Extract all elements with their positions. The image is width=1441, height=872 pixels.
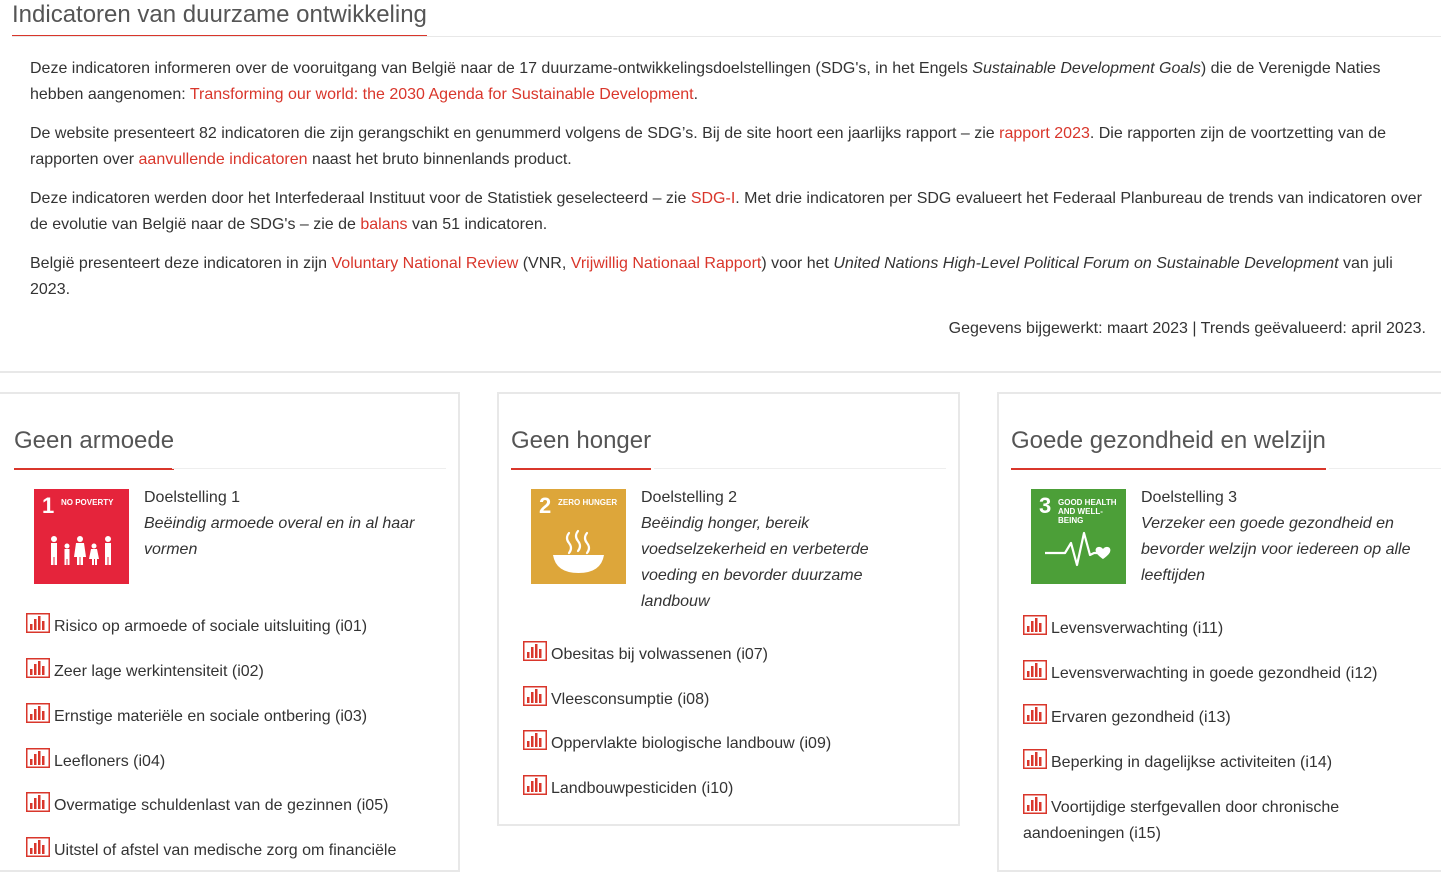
title-divider [12,36,1441,37]
goal-text [641,485,891,615]
bar-chart-icon [26,748,50,768]
bar-chart-icon [26,792,50,812]
sdg-tile[interactable] [1031,489,1126,584]
indicator-link[interactable] [1023,794,1423,847]
text: Deze indicatoren informeren over de vooruitgang van België naar de 17 duurzame-ontwikkelingsdoelstellingen (SDG's, in het Engels [30,60,973,77]
indicator-label: Ernstige materiële en sociale ontbering (i03) [54,708,368,725]
text: van juli 2023. [30,255,1393,298]
indicator-label: Beperking in dagelijkse activiteiten (i14) [1051,754,1333,771]
intro-paragraph-3 [30,186,1430,238]
card-title-rule [172,468,446,469]
bar-chart-icon [1023,615,1047,635]
text: ) die de Verenigde Naties hebben aangenomen: [30,60,1381,103]
card-title[interactable]: Geen honger [511,426,651,470]
bar-chart-icon [26,658,50,678]
indicator-label: Vleesconsumptie (i08) [551,691,710,708]
intro-paragraph-1 [30,56,1430,108]
text: van 51 indicatoren. [407,216,548,233]
indicator-link[interactable] [26,658,426,685]
indicator-label: Levensverwachting in goede gezondheid (i12) [1051,665,1378,682]
sdg-tile[interactable] [34,489,129,584]
sdg-card-1 [0,392,460,872]
vnr-link[interactable]: Voluntary National Review [331,255,519,272]
heartbeat-icon [1031,489,1126,584]
indicator-link[interactable] [1023,615,1423,642]
text: naast het bruto binnenlands product. [307,151,572,168]
sdg-tile[interactable] [531,489,626,584]
indicator-label: Oppervlakte biologische landbouw (i09) [551,735,832,752]
text: Deze indicatoren werden door het Interfederaal Instituut voor de Statistiek geselecteerd – zie [30,190,691,207]
sdg-i-link[interactable]: SDG-I [690,190,736,207]
indicator-label: Leefloners (i04) [54,753,166,770]
indicator-label: Risico op armoede of sociale uitsluiting (i01) [54,618,368,635]
indicator-link[interactable] [1023,704,1423,731]
italic-text: Sustainable Development Goals [972,60,1201,77]
indicator-link[interactable] [26,703,426,730]
bar-chart-icon [1023,794,1047,814]
goal-number: Doelstelling 3 [1141,489,1238,506]
goal-description: Beëindig honger, bereik voedselzekerheid en verbeterde voeding en bevorder duurzame landbouw [641,515,869,610]
tile-number: 3 [1039,493,1052,518]
section-divider [0,371,1441,373]
goal-number: Doelstelling 1 [144,489,241,506]
bar-chart-icon [1023,660,1047,680]
bar-chart-icon [523,686,547,706]
text: . [693,86,699,103]
indicator-link[interactable] [523,730,923,757]
goal-text [1141,485,1431,589]
indicator-label: Ervaren gezondheid (i13) [1051,709,1231,726]
card-title-rule [1329,468,1441,469]
indicator-label: Obesitas bij volwassenen (i07) [551,646,768,663]
bar-chart-icon [1023,749,1047,769]
additional-indicators-link[interactable]: aanvullende indicatoren [138,151,308,168]
bowl-icon [531,489,626,584]
card-title[interactable]: Goede gezondheid en welzijn [1011,426,1326,470]
bar-chart-icon [523,730,547,750]
page-title: Indicatoren van duurzame ontwikkeling [12,0,427,37]
goal-description: Beëindig armoede overal en in al haar vormen [144,515,415,558]
card-title-rule [654,468,946,469]
intro-text [30,56,1430,355]
italic-text: United Nations High-Level Political Forum on Sustainable Development [833,255,1339,272]
indicator-link[interactable] [523,686,923,713]
text: . Met drie indicatoren per SDG evalueert het Federaal Planbureau de trends van indicatoren over de evolutie van België naar de SDG's – zie de [30,190,1422,233]
text: De website presenteert 82 indicatoren die zijn gerangschikt en genummerd volgens de SDG’s. Bij de site hoort een jaarlijks rapport – zie [30,125,1000,142]
bar-chart-icon [1023,704,1047,724]
tile-label: NO POVERTY [61,498,114,507]
vrijwillig-rapport-link[interactable]: Vrijwillig Nationaal Rapport [570,255,762,272]
indicator-link[interactable] [523,775,923,802]
text: (VNR, [518,255,571,272]
intro-paragraph-4 [30,251,1430,303]
indicator-link[interactable] [26,613,426,640]
text: ) voor het [761,255,834,272]
tile-label: ZERO HUNGER [558,498,618,507]
family-icon [34,489,129,584]
bar-chart-icon [523,641,547,661]
bar-chart-icon [26,613,50,633]
text: België presenteert deze indicatoren in zijn [30,255,332,272]
goal-description: Verzeker een goede gezondheid en bevorder welzijn voor iedereen op alle leeftijden [1141,515,1411,584]
indicator-link[interactable] [26,748,426,775]
indicator-label: Zeer lage werkintensiteit (i02) [54,663,264,680]
balans-link[interactable]: balans [360,216,408,233]
indicator-link[interactable] [1023,749,1423,776]
report-2023-link[interactable]: rapport 2023 [999,125,1090,142]
intro-paragraph-2 [30,121,1430,173]
update-info: Gegevens bijgewerkt: maart 2023 | Trends geëvalueerd: april 2023. [948,320,1426,337]
goal-number: Doelstelling 2 [641,489,738,506]
indicator-label: Overmatige schuldenlast van de gezinnen (i05) [54,797,389,814]
text: . Die rapporten zijn de voortzetting van de rapporten over [30,125,1387,168]
agenda-2030-link[interactable]: Transforming our world: the 2030 Agenda for Sustainable Development [189,86,694,103]
sdg-card-3 [997,392,1441,872]
indicator-link[interactable] [26,837,426,864]
bar-chart-icon [26,703,50,723]
bar-chart-icon [523,775,547,795]
indicator-link[interactable] [523,641,923,668]
sdg-card-2 [497,392,960,826]
tile-number: 1 [42,493,55,518]
indicator-link[interactable] [26,792,426,819]
tile-label: GOOD HEALTH AND WELL-BEING [1058,498,1117,525]
indicator-label: Levensverwachting (i11) [1051,620,1224,637]
indicator-label: Landbouwpesticiden (i10) [551,780,734,797]
bar-chart-icon [26,837,50,857]
indicator-label: Voortijdige sterfgevallen door chronische aandoeningen (i15) [1023,799,1340,842]
goal-text [144,485,434,563]
card-title[interactable]: Geen armoede [14,426,174,470]
indicator-link[interactable] [1023,660,1423,687]
tile-number: 2 [539,493,552,518]
indicator-label: Uitstel of afstel van medische zorg om financiële [54,842,397,859]
